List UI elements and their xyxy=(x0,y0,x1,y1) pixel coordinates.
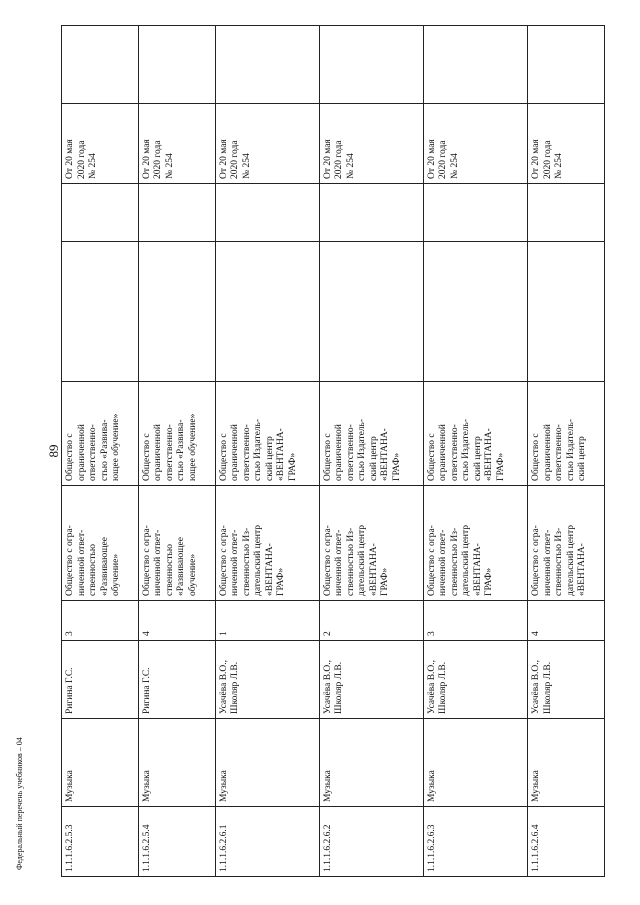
cell-order: От 20 мая 2020 года № 254 xyxy=(423,104,527,184)
cell-subject: Музыка xyxy=(138,719,215,807)
cell-subject: Музыка xyxy=(423,719,527,807)
table-row xyxy=(423,26,527,877)
cell-e1 xyxy=(62,242,139,382)
cell-e2 xyxy=(319,184,423,242)
cell-code: 1.1.1.6.2.5.4 xyxy=(138,807,215,877)
cell-order: От 20 мая 2020 года № 254 xyxy=(215,104,319,184)
cell-code: 1.1.1.6.2.6.4 xyxy=(528,807,605,877)
page-number: 89 xyxy=(46,444,61,458)
cell-org: Общество с ограниченной ответственно- стью Издатель- ский центр «ВЕНТАНА- ГРАФ» xyxy=(319,382,423,486)
cell-order: От 20 мая 2020 года № 254 xyxy=(319,104,423,184)
cell-e3 xyxy=(215,26,319,104)
cell-authors: Ригина Г.С. xyxy=(138,641,215,719)
cell-e3 xyxy=(528,26,605,104)
cell-e3 xyxy=(138,26,215,104)
cell-code: 1.1.1.6.2.6.3 xyxy=(423,807,527,877)
cell-authors: Усачёва В.О., Школяр Л.В. xyxy=(319,641,423,719)
cell-subject: Музыка xyxy=(215,719,319,807)
cell-grade: 4 xyxy=(138,601,215,641)
cell-grade: 4 xyxy=(528,601,605,641)
cell-grade: 2 xyxy=(319,601,423,641)
table-row xyxy=(62,26,139,877)
cell-e2 xyxy=(528,184,605,242)
cell-e3 xyxy=(423,26,527,104)
cell-subject: Музыка xyxy=(528,719,605,807)
cell-publisher: Общество с огра- ниченной ответ- ственностью Из- дательский центр «ВЕНТАНА- ГРАФ» xyxy=(423,486,527,601)
cell-org: Общество с ограниченной ответственно- стью Издатель- ский центр xyxy=(528,382,605,486)
cell-code: 1.1.1.6.2.6.2 xyxy=(319,807,423,877)
cell-e2 xyxy=(62,184,139,242)
cell-org: Общество с ограниченной ответственно- стью «Развива- ющее обучение» xyxy=(138,382,215,486)
table-row xyxy=(215,26,319,877)
cell-grade: 1 xyxy=(215,601,319,641)
cell-publisher: Общество с огра- ниченной ответ- ственностью Из- дательский центр «ВЕНТАНА- ГРАФ» xyxy=(319,486,423,601)
cell-authors: Усачёва В.О., Школяр Л.В. xyxy=(423,641,527,719)
cell-org: Общество с ограниченной ответственно- стью «Развива- ющее обучение» xyxy=(62,382,139,486)
textbook-table xyxy=(61,26,605,877)
cell-grade: 3 xyxy=(423,601,527,641)
cell-e1 xyxy=(528,242,605,382)
cell-subject: Музыка xyxy=(62,719,139,807)
cell-code: 1.1.1.6.2.6.1 xyxy=(215,807,319,877)
cell-code: 1.1.1.6.2.5.3 xyxy=(62,807,139,877)
cell-e2 xyxy=(138,184,215,242)
table-row xyxy=(138,26,215,877)
cell-publisher: Общество с огра- ниченной ответ- ственностью «Развивающее обучение» xyxy=(138,486,215,601)
cell-e1 xyxy=(423,242,527,382)
footer-note: Федеральный перечень учебников – 04 xyxy=(15,737,24,870)
cell-e2 xyxy=(423,184,527,242)
cell-authors: Ригина Г.С. xyxy=(62,641,139,719)
cell-e1 xyxy=(138,242,215,382)
table-row xyxy=(319,26,423,877)
cell-order: От 20 мая 2020 года № 254 xyxy=(138,104,215,184)
cell-e2 xyxy=(215,184,319,242)
cell-order: От 20 мая 2020 года № 254 xyxy=(62,104,139,184)
cell-subject: Музыка xyxy=(319,719,423,807)
cell-publisher: Общество с огра- ниченной ответ- ственностью Из- дательский центр «ВЕНТАНА- xyxy=(528,486,605,601)
cell-publisher: Общество с огра- ниченной ответ- ственностью «Развивающее обучение» xyxy=(62,486,139,601)
cell-e1 xyxy=(319,242,423,382)
cell-org: Общество с ограниченной ответственно- стью Издатель- ский центр «ВЕНТАНА- ГРАФ» xyxy=(423,382,527,486)
cell-authors: Усачёва В.О., Школяр Л.В. xyxy=(215,641,319,719)
cell-authors: Усачёва В.О., Школяр Л.В. xyxy=(528,641,605,719)
cell-e1 xyxy=(215,242,319,382)
cell-publisher: Общество с огра- ниченной ответ- ственностью Из- дательский центр «ВЕНТАНА- ГРАФ» xyxy=(215,486,319,601)
cell-org: Общество с ограниченной ответственно- стью Издатель- ский центр «ВЕНТАНА- ГРАФ» xyxy=(215,382,319,486)
table-row xyxy=(528,26,605,877)
cell-e3 xyxy=(319,26,423,104)
cell-grade: 3 xyxy=(62,601,139,641)
cell-order: От 20 мая 2020 года № 254 xyxy=(528,104,605,184)
cell-e3 xyxy=(62,26,139,104)
